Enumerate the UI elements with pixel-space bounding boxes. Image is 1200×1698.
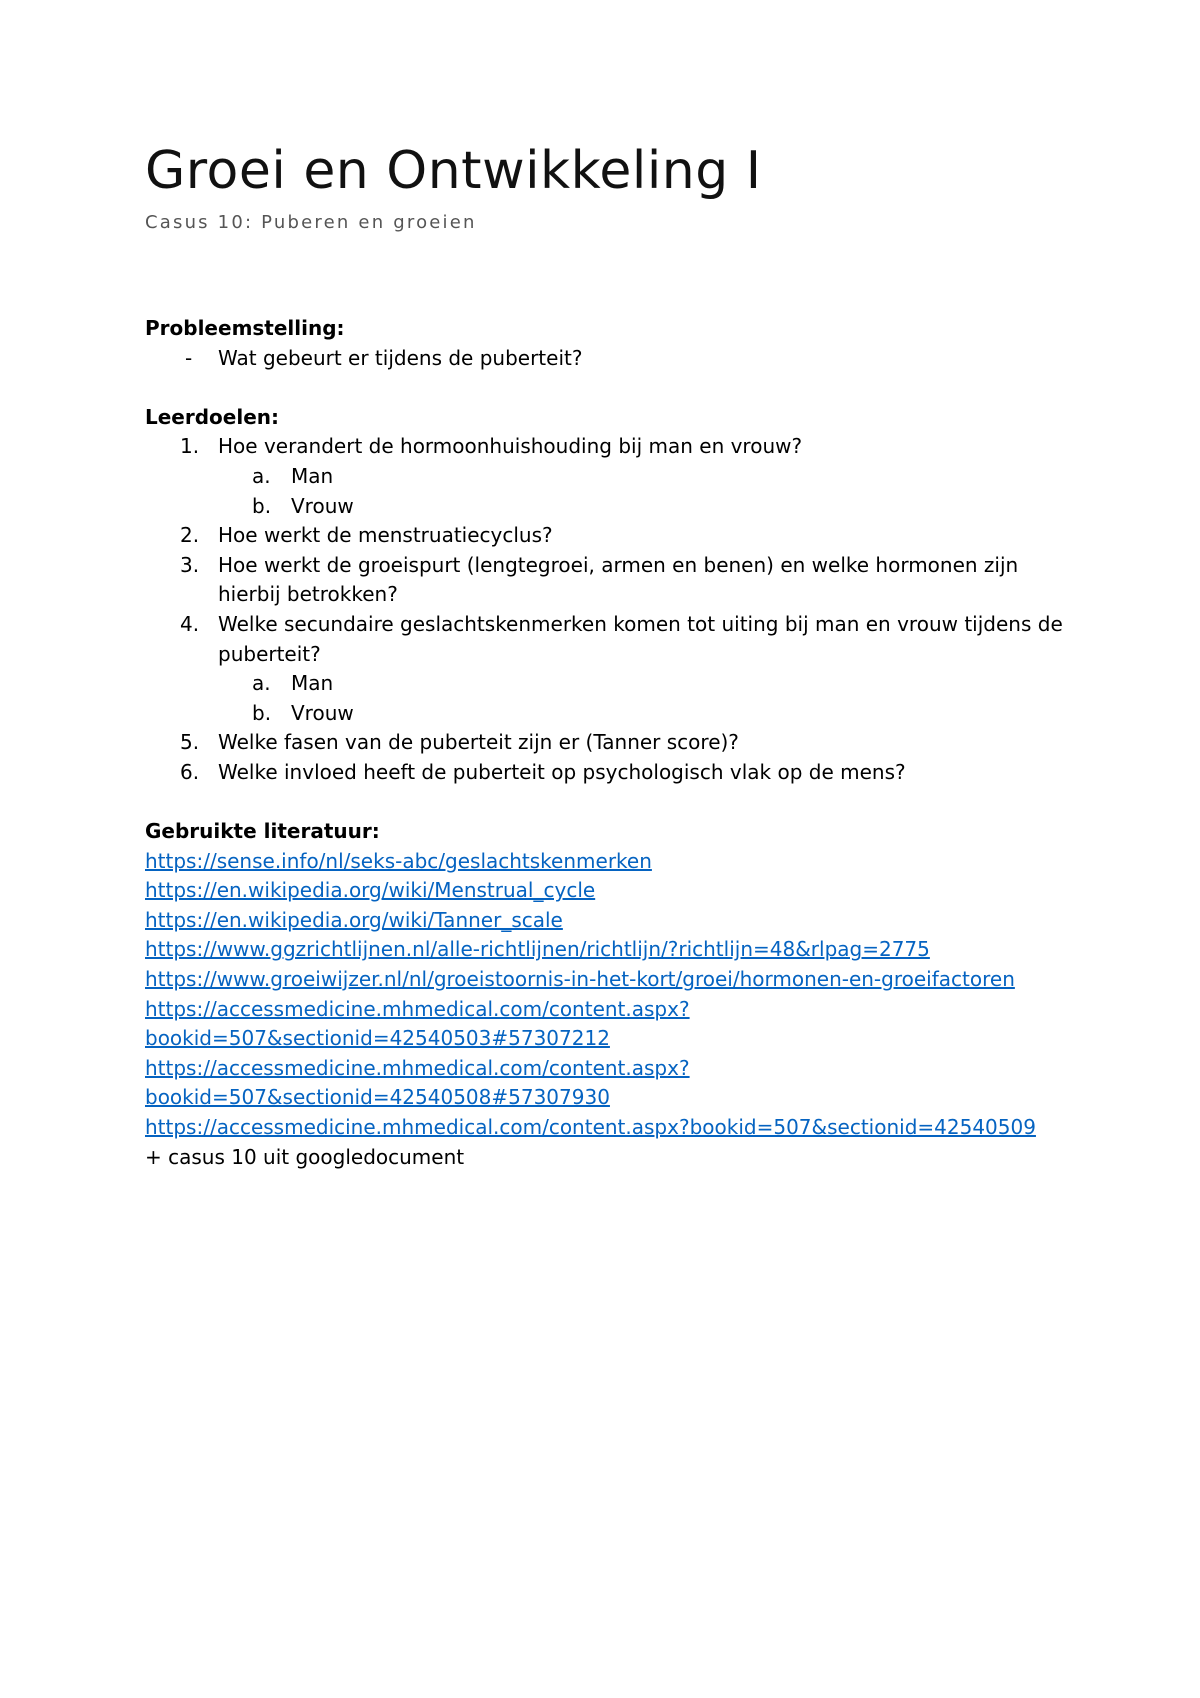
reference-link-sense[interactable]: https://sense.info/nl/seks-abc/geslachtskenmerken [145,848,652,873]
sub-list-item [145,462,1075,492]
reference-link-accessmedicine-3[interactable]: https://accessmedicine.mhmedical.com/content.aspx?bookid=507&sectionid=42540509 [145,1115,1036,1140]
item-text: Vrouw [291,700,354,725]
item-text: Man [291,671,334,696]
list-item [145,432,1075,462]
reference-link-groeiwijzer[interactable]: https://www.groeiwijzer.nl/nl/groeistoornis-in-het-kort/groei/hormonen-en-groeifactoren [145,967,1015,992]
section-heading-leerdoelen: Leerdoelen: [145,404,280,429]
document-title: Groei en Ontwikkeling I [145,141,762,201]
spacer [145,788,1075,818]
list-item [145,551,1075,610]
section-heading-literatuur: Gebruikte literatuur: [145,819,380,844]
item-letter: b. [252,493,272,518]
list-item [145,610,1075,669]
problem-question: Wat gebeurt er tijdens de puberteit? [218,345,583,370]
reference-link-tanner-scale[interactable]: https://en.wikipedia.org/wiki/Tanner_scale [145,907,563,932]
reference-link-accessmedicine-1-line-2[interactable]: bookid=507&sectionid=42540503#57307212 [145,1026,610,1051]
item-letter: a. [252,671,271,696]
section-heading-probleemstelling: Probleemstelling: [145,316,345,340]
document-subtitle: Casus 10: Puberen en groeien [145,212,477,233]
reference-link-menstrual-cycle[interactable]: https://en.wikipedia.org/wiki/Menstrual_cycle [145,878,596,903]
reference-link-accessmedicine-2-line-1[interactable]: https://accessmedicine.mhmedical.com/content.aspx? [145,1055,690,1080]
list-item [145,728,1075,758]
spacer [145,373,1075,403]
item-text-line-2: puberteit? [218,641,321,666]
sub-list-item [145,699,1075,729]
item-text: Vrouw [291,493,354,518]
reference-link-accessmedicine-2-line-2[interactable]: bookid=507&sectionid=42540508#57307930 [145,1085,610,1110]
item-text-line-2: hierbij betrokken? [218,582,398,607]
item-text: Hoe werkt de menstruatiecyclus? [218,523,553,548]
reference-link-ggz-richtlijn[interactable]: https://www.ggzrichtlijnen.nl/alle-richtlijnen/richtlijn/?richtlijn=48&rlpag=2775 [145,937,930,962]
item-text: Hoe verandert de hormoonhuishouding bij man en vrouw? [218,434,803,459]
item-letter: a. [252,463,271,488]
item-text: Welke invloed heeft de puberteit op psychologisch vlak op de mens? [218,759,906,784]
item-number: 1. [180,434,200,459]
item-number: 3. [180,552,200,577]
item-number: 6. [180,759,200,784]
list-item [145,758,1075,788]
item-number: 4. [180,611,200,636]
reference-note: + casus 10 uit googledocument [145,1144,465,1169]
item-text: Man [291,463,334,488]
item-text: Welke fasen van de puberteit zijn er (Tanner score)? [218,730,739,755]
bullet-dash: - [185,345,193,370]
list-item [145,521,1075,551]
item-text-line-1: Welke secundaire geslachtskenmerken komen tot uiting bij man en vrouw tijdens de [218,611,1063,636]
list-item [145,344,1075,374]
item-letter: b. [252,700,272,725]
item-text-line-1: Hoe werkt de groeispurt (lengtegroei, armen en benen) en welke hormonen zijn [218,552,1019,577]
sub-list-item [145,669,1075,699]
reference-link-accessmedicine-1-line-1[interactable]: https://accessmedicine.mhmedical.com/content.aspx? [145,996,690,1021]
item-number: 2. [180,523,200,548]
item-number: 5. [180,730,200,755]
sub-list-item [145,492,1075,522]
document-body [145,314,1075,1172]
